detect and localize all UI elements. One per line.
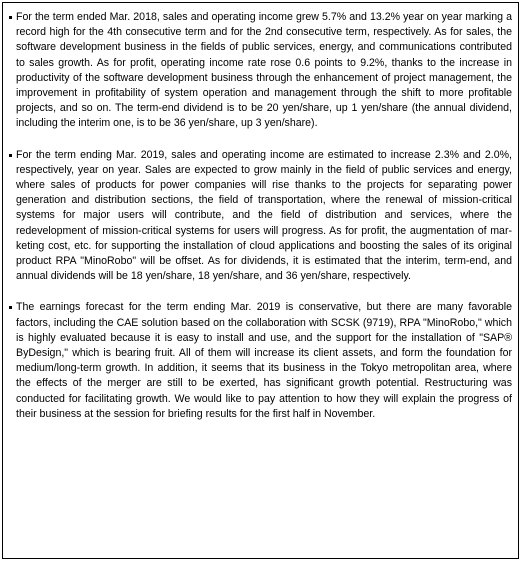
- paragraph-text: For the term ended Mar. 2018, sales and operating income grew 5.7% and 13.2% year on year marking a record high for the 4th consecutive term and for the 2nd consecutive term, respectively. As for sales, the software development business in the fields of public services, energy, and communications contributed to sales growth. As for profit, operating income rate rose 0.6 points to 9.2%, thanks to the increase in productivity of the software development business through the enhancement of project management, the improvement in profitability of system operation and management through the shift to more profitable projects, and so on. The term-end dividend is to be 20 yen/share, up 1 yen/share (the annual dividend, including the interim one, is to be 36 yen/share, up 3 yen/share).: [16, 11, 512, 130]
- bullet-marker: [9, 16, 12, 19]
- summary-paragraph-fy2018: [9, 10, 512, 132]
- paragraph-text: For the term ending Mar. 2019, sales and operating income are estimated to increase 2.3% and 2.0%, respectively, year on year. Sales are expected to grow mainly in the field of public services and energy, where sales of products for power companies will rise thanks to the projects for separating power generation and distribution sections, the field of transportation, where the renewal of mission-critical systems for major users will contribute, and the field of distribution and services, where the redevelopment of mission-critical systems for users will progress. As for profit, the augmentation of marketing cost, etc. for supporting the installation of cloud applications and boosting the sales of its original product RPA "MinoRobo" will be offset. As for dividends, it is estimated that the interim, term-end, and annual dividends will be 18 yen/share, 18 yen/share, and 36 yen/share, respectively.: [16, 148, 512, 283]
- bullet-marker: [9, 306, 12, 309]
- summary-box: [2, 2, 519, 559]
- summary-paragraph-fy2019-forecast: [9, 148, 512, 285]
- bullet-marker: [9, 154, 12, 157]
- summary-paragraph-outlook: [9, 300, 512, 422]
- paragraph-text: The earnings forecast for the term ending Mar. 2019 is conservative, but there are many favorable factors, including the CAE solution based on the collaboration with SCSK (9719), RPA "MinoRobo," which is highly evaluated because it is easy to install and use, and the support for the installation of "SAP® ByDesign," which is bearing fruit. All of them will increase its client assets, and form the foundation for medium/long-term growth. In addition, it seems that its business in the Tokyo metropolitan area, where the effects of the merger are still to be exerted, has significant growth potential. Restructuring was conducted for facilitating growth. We would like to pay attention to how they will explain the progress of their business at the session for briefing results for the first half in November.: [16, 301, 512, 420]
